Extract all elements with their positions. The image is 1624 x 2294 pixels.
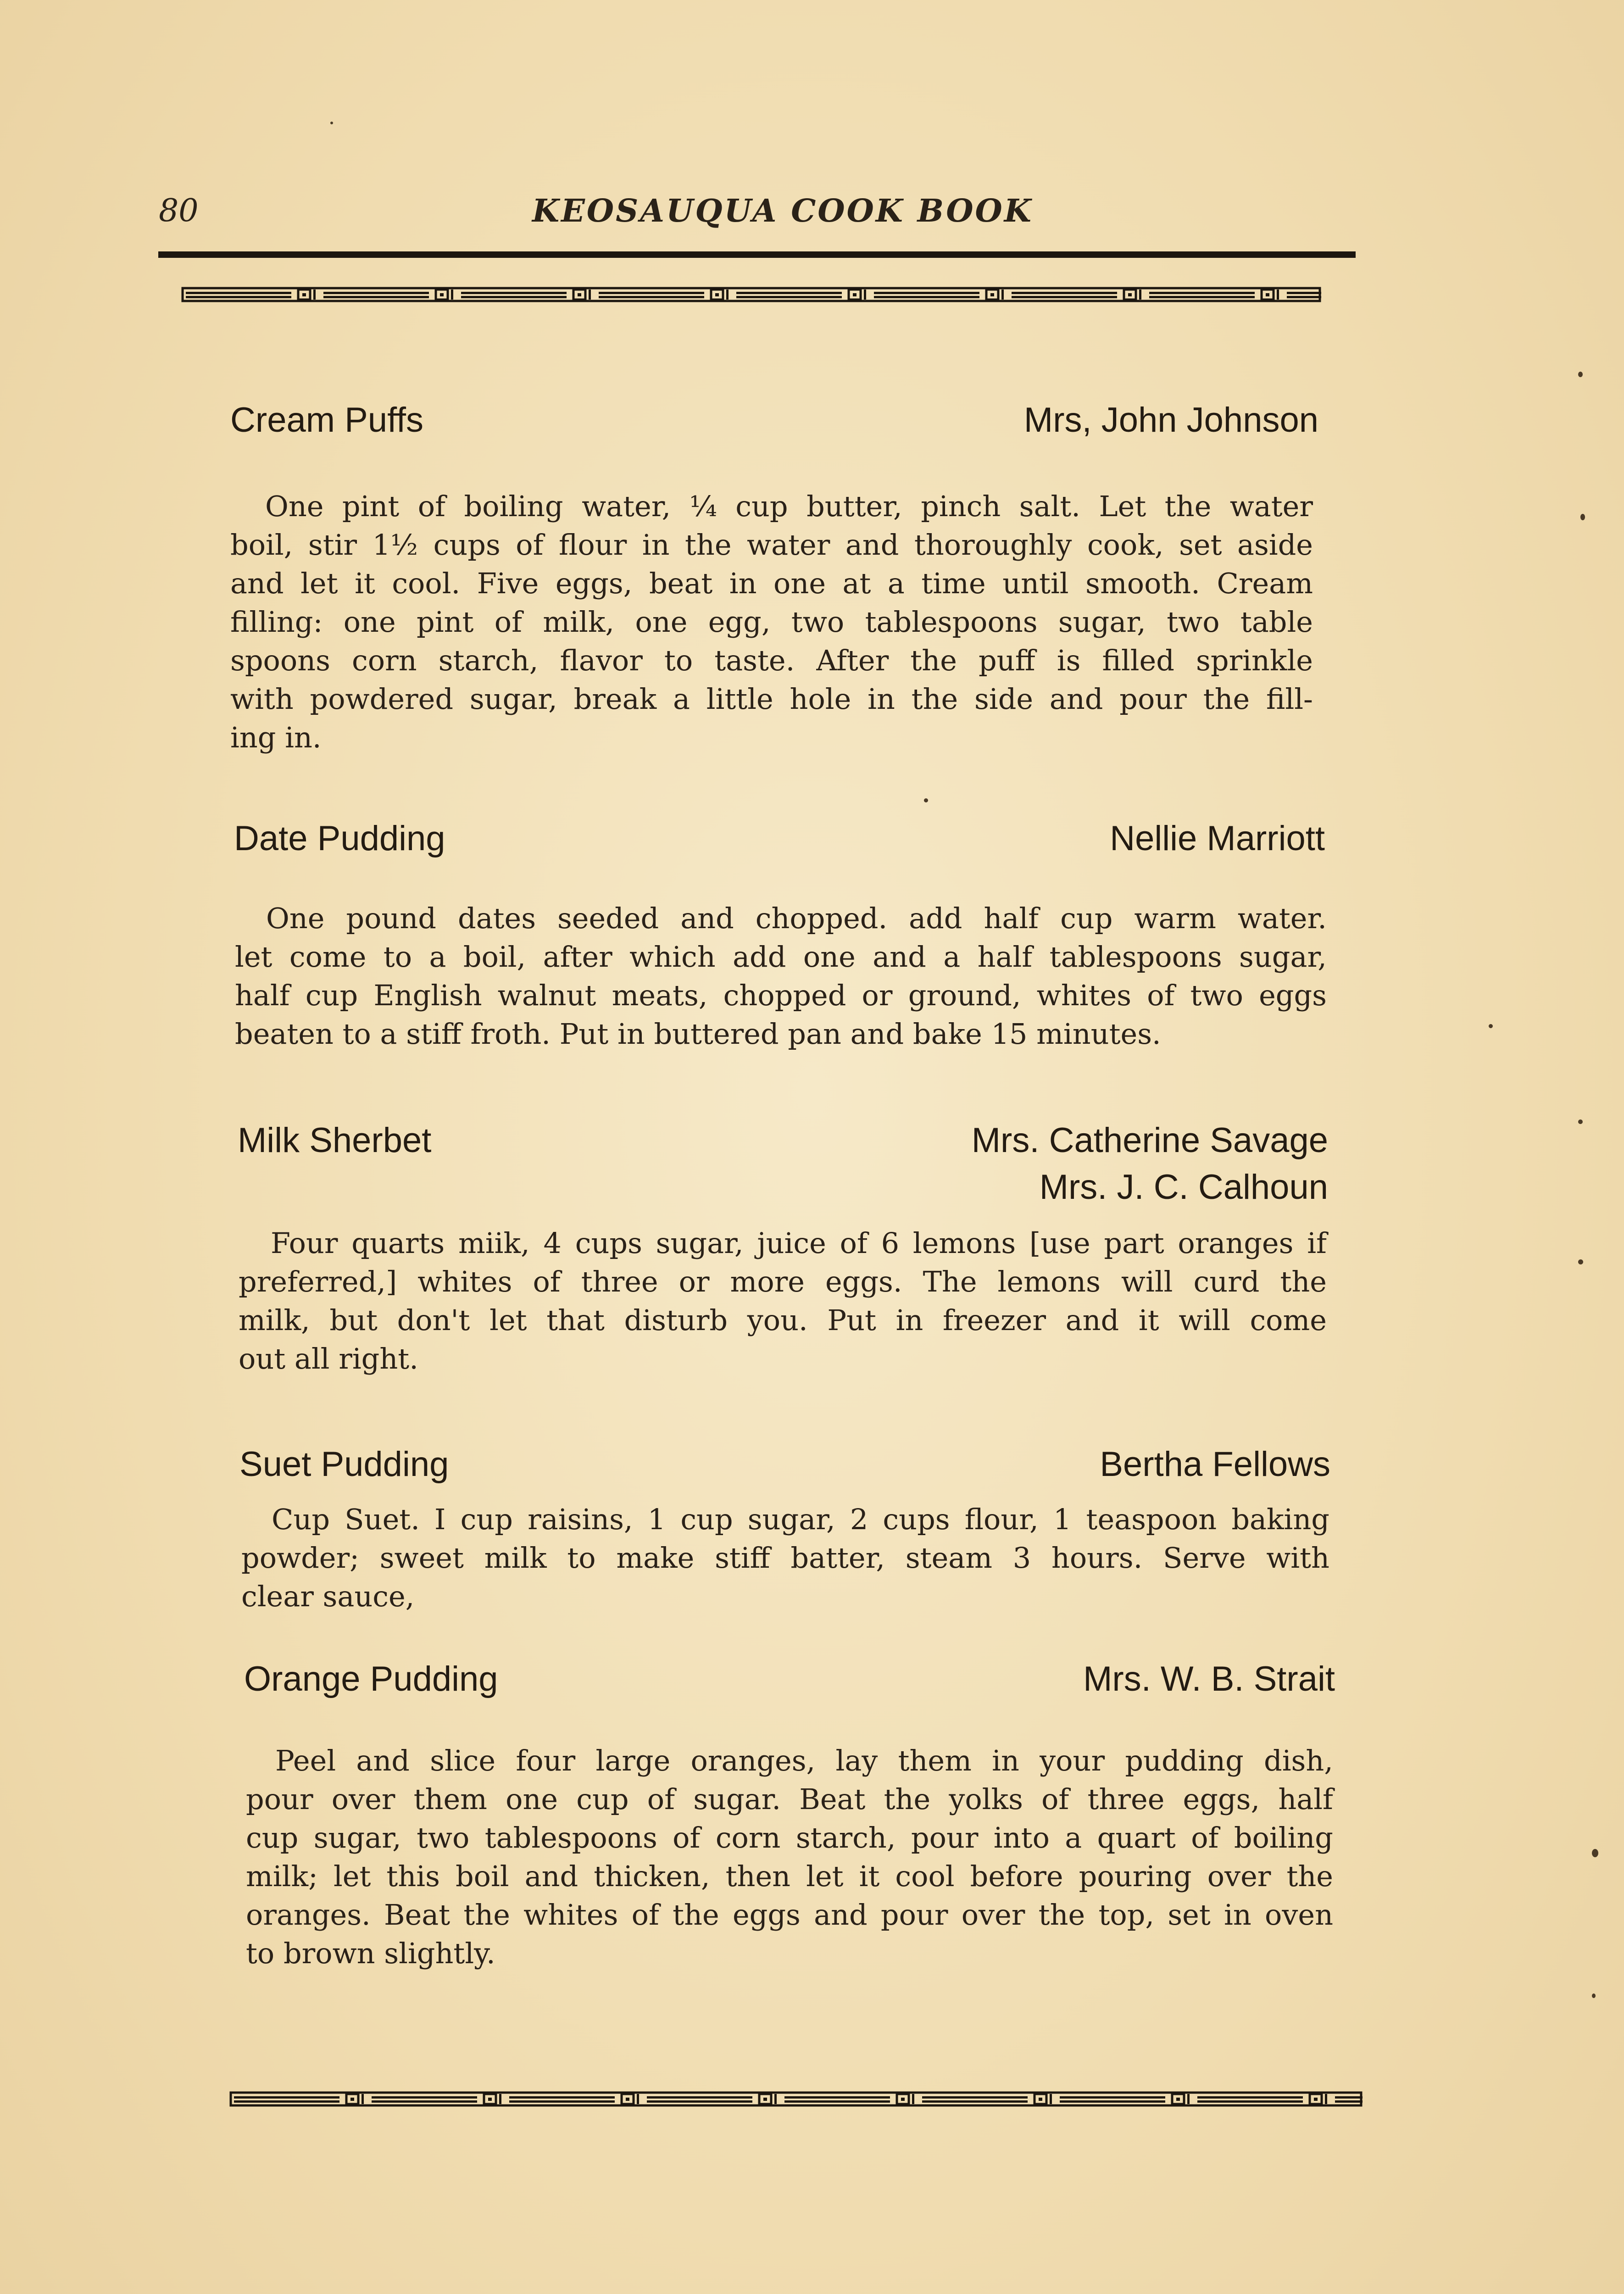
instruction-line: boil, stir 1½ cups of flour in the water and thoroughly cook, set aside xyxy=(230,528,1313,562)
recipe-author: Mrs. J. C. Calhoun xyxy=(1039,1168,1328,1207)
recipe-author: Mrs. W. B. Strait xyxy=(1083,1659,1335,1698)
recipe-title: Suet Pudding xyxy=(239,1445,449,1484)
page-number: 80 xyxy=(159,193,199,229)
instruction-line: with powdered sugar, break a little hole in the side and pour the fill- xyxy=(230,682,1313,716)
paper-speck xyxy=(1489,1024,1493,1028)
bottom-ornamental-border xyxy=(229,2091,1363,2107)
paper-speck xyxy=(924,798,928,802)
paper-speck xyxy=(1592,1849,1598,1857)
paper-speck xyxy=(1578,1119,1583,1124)
instruction-line: spoons corn starch, flavor to taste. After the puff is filled sprinkle xyxy=(230,644,1313,677)
instruction-line: powder; sweet milk to make stiff batter, steam 3 hours. Serve with xyxy=(241,1541,1329,1575)
recipe-author: Bertha Fellows xyxy=(1100,1445,1330,1484)
instruction-line: Cup Suet. I cup raisins, 1 cup sugar, 2 cups flour, 1 teaspoon baking xyxy=(272,1503,1329,1536)
recipe-author: Nellie Marriott xyxy=(1110,819,1325,858)
instruction-line: One pound dates seeded and chopped. add half cup warm water. xyxy=(266,902,1327,935)
instruction-line: oranges. Beat the whites of the eggs and pour over the top, set in oven xyxy=(246,1898,1333,1932)
instruction-line: pour over them one cup of sugar. Beat the yolks of three eggs, half xyxy=(246,1782,1333,1816)
instruction-line: Peel and slice four large oranges, lay them in your pudding dish, xyxy=(275,1744,1333,1777)
running-title: KEOSAUQUA COOK BOOK xyxy=(532,193,1033,229)
paper-speck xyxy=(1592,1993,1596,1998)
recipe-title: Milk Sherbet xyxy=(238,1121,432,1160)
instruction-line: clear sauce, xyxy=(241,1580,415,1613)
paper-speck xyxy=(330,122,333,124)
page-header xyxy=(156,193,1358,239)
instruction-line: ing in. xyxy=(230,721,322,754)
instruction-line: beaten to a stiff froth. Put in buttered pan and bake 15 minutes. xyxy=(235,1017,1161,1051)
instruction-line: cup sugar, two tablespoons of corn starch, pour into a quart of boiling xyxy=(246,1821,1333,1854)
instruction-line: One pint of boiling water, ¼ cup butter, pinch salt. Let the water xyxy=(265,490,1313,523)
paper-speck xyxy=(1578,1259,1583,1264)
instruction-line: and let it cool. Five eggs, beat in one at a time until smooth. Cream xyxy=(230,567,1313,600)
recipe-instructions xyxy=(239,1224,1327,1378)
greek-key-border-icon xyxy=(181,287,1321,302)
recipe-instructions xyxy=(246,1742,1333,1973)
instruction-line: to brown slightly. xyxy=(246,1937,495,1970)
recipe-author: Mrs. Catherine Savage xyxy=(971,1121,1328,1160)
recipe-title: Date Pudding xyxy=(234,819,445,858)
instruction-line: preferred,] whites of three or more eggs. The lemons will curd the xyxy=(239,1265,1327,1298)
recipe-title: Orange Pudding xyxy=(244,1659,498,1698)
recipe-instructions xyxy=(230,487,1313,757)
instruction-line: Four quarts miik, 4 cups sugar, juice of 6 lemons [use part oranges if xyxy=(271,1226,1327,1260)
top-ornamental-border xyxy=(181,287,1321,302)
recipe-instructions xyxy=(241,1500,1329,1616)
recipe-instructions xyxy=(235,899,1327,1053)
instruction-line: let come to a boil, after which add one and a half tablespoons sugar, xyxy=(235,940,1327,974)
instruction-line: filling: one pint of milk, one egg, two tablespoons sugar, two table xyxy=(230,605,1313,639)
recipe-author: Mrs, John Johnson xyxy=(1023,401,1318,440)
instruction-line: half cup English walnut meats, chopped or ground, whites of two eggs xyxy=(235,979,1327,1012)
instruction-line: milk; let this boil and thicken, then let it cool before pouring over the xyxy=(246,1860,1333,1893)
recipe-title: Cream Puffs xyxy=(230,401,423,440)
header-rule xyxy=(158,251,1356,258)
paper-speck xyxy=(1578,372,1583,377)
instruction-line: milk, but don't let that disturb you. Put in freezer and it will come xyxy=(239,1303,1327,1337)
greek-key-border-icon xyxy=(229,2091,1363,2107)
paper-speck xyxy=(1580,514,1585,520)
instruction-line: out all right. xyxy=(239,1342,418,1375)
